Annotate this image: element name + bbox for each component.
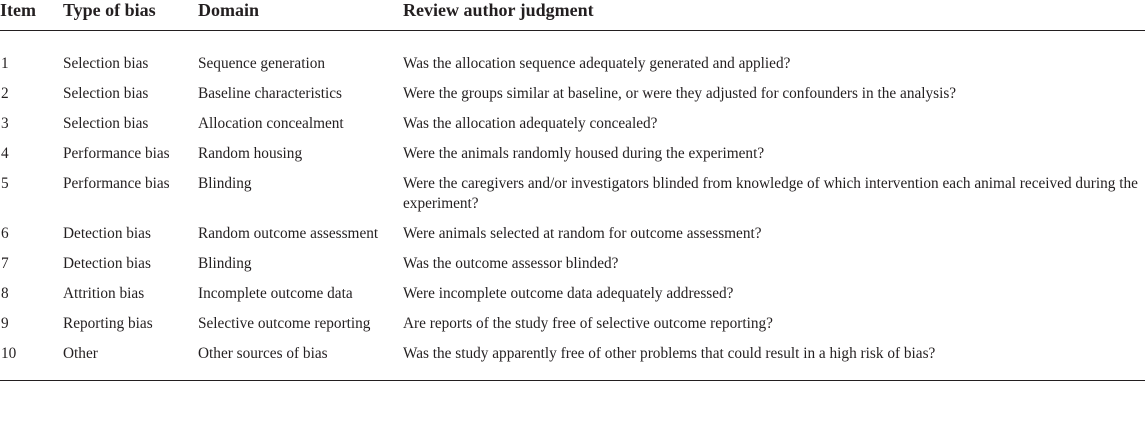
cell-item: 5: [1, 175, 9, 192]
cell-domain: Random housing: [198, 145, 303, 162]
cell-type-of-bias: Selection bias: [63, 85, 149, 102]
table-row: [0, 224, 1145, 254]
cell-type-of-bias: Performance bias: [63, 145, 170, 162]
table-row: [0, 114, 1145, 144]
cell-judgment: Was the allocation sequence adequately generated and applied?: [403, 55, 791, 72]
table-row: [0, 254, 1145, 284]
cell-item: 2: [1, 85, 9, 102]
table-row: [0, 84, 1145, 114]
table-header: [0, 0, 1145, 31]
cell-domain: Blinding: [198, 255, 252, 272]
cell-judgment: Were incomplete outcome data adequately addressed?: [403, 285, 734, 302]
cell-item: 8: [1, 285, 9, 302]
column-header-type-of-bias: Type of bias: [63, 0, 198, 31]
header-row: [0, 0, 1145, 31]
cell-judgment: Were the groups similar at baseline, or were they adjusted for confounders in the analysis?: [403, 85, 957, 102]
table-row: [0, 314, 1145, 344]
cell-type-of-bias: Detection bias: [63, 225, 151, 242]
cell-domain: Baseline characteristics: [198, 85, 342, 102]
table-body: [0, 31, 1145, 381]
cell-domain: Random outcome assessment: [198, 225, 379, 242]
cell-judgment: Were the animals randomly housed during the experiment?: [403, 145, 765, 162]
cell-type-of-bias: Selection bias: [63, 55, 149, 72]
cell-type-of-bias: Detection bias: [63, 255, 151, 272]
cell-judgment: Were the caregivers and/or investigators blinded from knowledge of which intervention each animal received during the experiment?: [403, 175, 1138, 212]
table-row: [0, 284, 1145, 314]
cell-domain: Allocation concealment: [198, 115, 344, 132]
cell-domain: Other sources of bias: [198, 344, 403, 381]
cell-item: 3: [1, 115, 9, 132]
cell-type-of-bias: Selection bias: [63, 115, 149, 132]
table-row: [0, 31, 1145, 85]
table-row: [0, 344, 1145, 381]
column-header-review-author-judgment: Review author judgment: [403, 0, 1145, 31]
cell-domain: Incomplete outcome data: [198, 285, 353, 302]
cell-item: 6: [1, 225, 9, 242]
cell-judgment: Was the study apparently free of other problems that could result in a high risk of bias?: [403, 344, 1145, 381]
cell-domain: Selective outcome reporting: [198, 315, 371, 332]
cell-type-of-bias: Attrition bias: [63, 285, 145, 302]
cell-judgment: Was the outcome assessor blinded?: [403, 255, 619, 272]
cell-domain: Sequence generation: [198, 55, 325, 72]
cell-type-of-bias: Reporting bias: [63, 315, 153, 332]
cell-judgment: Were animals selected at random for outcome assessment?: [403, 225, 762, 242]
table-row: [0, 144, 1145, 174]
cell-item: 10: [0, 344, 63, 381]
cell-type-of-bias: Other: [63, 344, 198, 381]
table-row: [0, 174, 1145, 224]
cell-domain: Blinding: [198, 175, 252, 192]
cell-judgment: Was the allocation adequately concealed?: [403, 115, 658, 132]
cell-item: 9: [1, 315, 9, 332]
cell-judgment: Are reports of the study free of selective outcome reporting?: [403, 315, 773, 332]
cell-type-of-bias: Performance bias: [63, 175, 170, 192]
cell-item: 4: [1, 145, 9, 162]
column-header-item: Item: [0, 0, 63, 31]
cell-item: 1: [1, 55, 9, 72]
column-header-domain: Domain: [198, 0, 403, 31]
cell-item: 7: [1, 255, 9, 272]
